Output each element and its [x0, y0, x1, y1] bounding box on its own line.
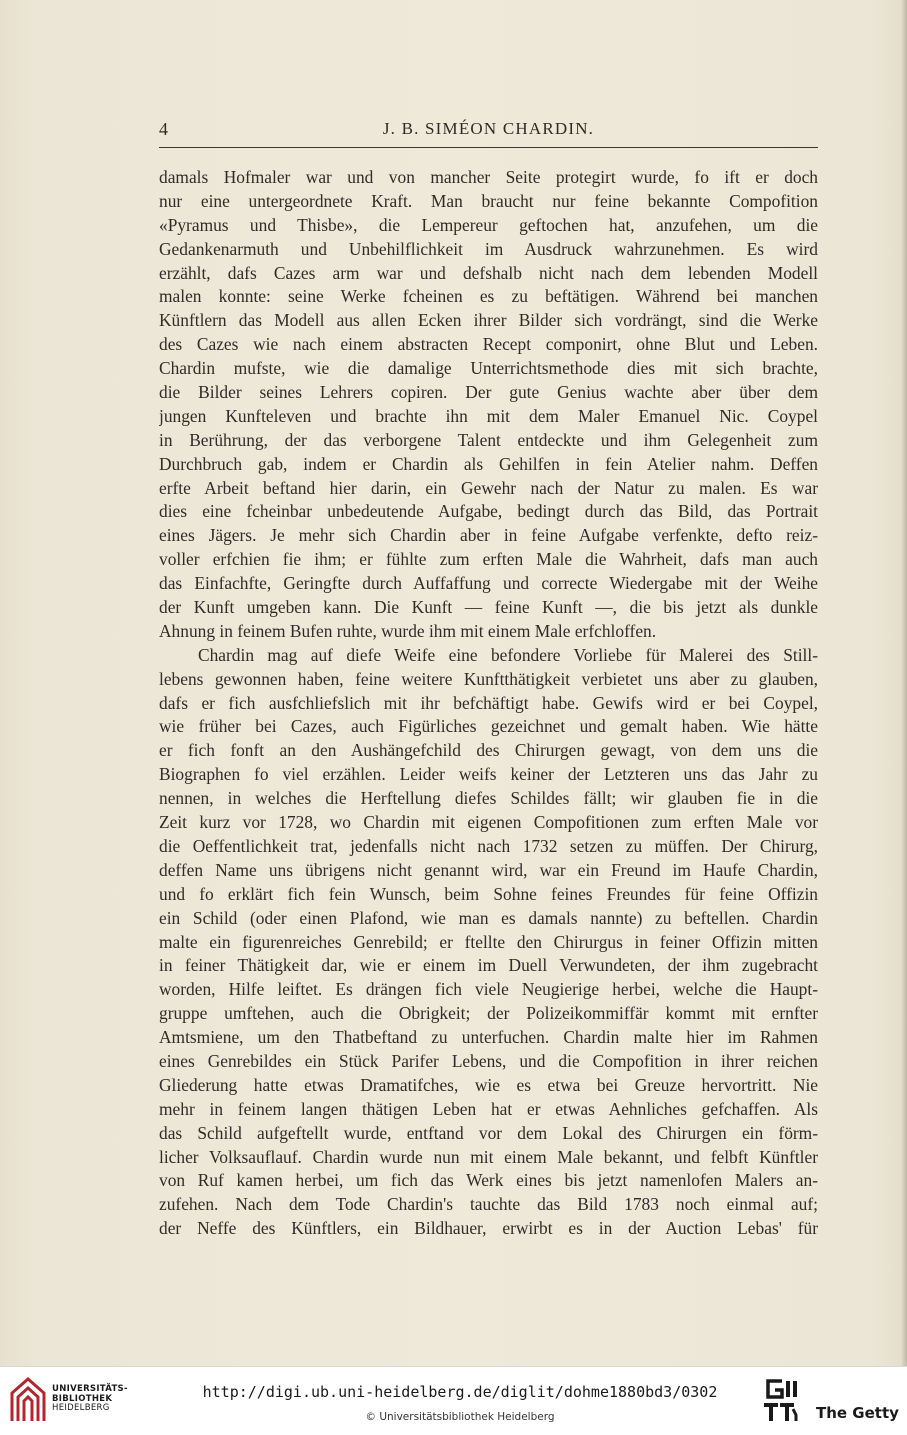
text-line: das Einfachfte, Geringfte durch Auffaffung und correcte Wiedergabe mit der Weihe	[159, 573, 818, 594]
text-line: jungen Kunfteleven und brachte ihn mit dem Maler Emanuel Nic. Coypel	[159, 405, 818, 426]
paragraph-start-line: Chardin mag auf diefe Weife eine befondere Vorliebe für Malerei des Still-	[198, 644, 818, 665]
text-line: lebens gewonnen haben, feine weitere Kunftthätigkeit verbietet uns aber zu glauben,	[159, 668, 818, 689]
text-line: Chardin mufste, wie die damalige Unterrichtsmethode dies mit sich brachte,	[159, 358, 818, 379]
text-line: die Bilder seines Lehrers copiren. Der gute Genius wachte aber über dem	[159, 382, 818, 403]
body-text	[159, 166, 818, 1241]
text-line: in feiner Thätigkeit dar, wie er einem im Duell Verwundeten, der ihm zugebracht	[159, 955, 818, 976]
text-line: ein Schild (oder einen Plafond, wie man es damals nannte) zu beftellen. Chardin	[159, 907, 818, 928]
library-city: HEIDELBERG	[52, 1403, 110, 1413]
text-line: mehr in feinem langen thätigen Leben hat er etwas Aehnliches gefchaffen. Als	[159, 1098, 818, 1119]
partner-name: The Getty	[816, 1404, 899, 1422]
text-line: gruppe umftehen, auch die Obrigkeit; der Polizeikommiffär kommt mit ernfter	[159, 1003, 818, 1024]
text-line: worden, Hilfe leiftet. Es drängen fich viele Neugierige herbei, welche die Haupt-	[159, 979, 818, 1000]
text-line: von Ruf kamen herbei, um fich das Werk eines bis jetzt namenlofen Malers an-	[159, 1170, 818, 1191]
text-line: nennen, in welches die Herftellung diefes Schildes fällt; wir glauben fie in die	[159, 788, 818, 809]
text-line: des Cazes wie nach einem abstracten Recept componirt, ohne Blut und Leben.	[159, 334, 818, 355]
text-line: Durchbruch gab, indem er Chardin als Gehilfen in fein Atelier nahm. Deffen	[159, 453, 818, 474]
text-line: zufehen. Nach dem Tode Chardin's tauchte das Bild 1783 noch einmal auf;	[159, 1194, 818, 1215]
text-line: Zeit kurz vor 1728, wo Chardin mit eigenen Compofitionen zum erften Male vor	[159, 812, 818, 833]
library-logo-icon[interactable]	[8, 1375, 48, 1427]
text-line: er fich fonft an den Aushängefchild des Chirurgen gewagt, von dem uns die	[159, 740, 818, 761]
text-line: erzählt, dafs Cazes arm war und defshalb nicht nach dem lebenden Modell	[159, 262, 818, 283]
text-line: in Berührung, der das verborgene Talent entdeckte und ihm Gelegenheit zum	[159, 429, 818, 450]
text-line: der Kunft umgeben kann. Die Kunft — feine Kunft —, die bis jetzt als dunkle	[159, 597, 818, 618]
library-name	[52, 1385, 128, 1414]
text-line: dafs er fich ausfchliefslich mit ihr befchäftigt habe. Gewifs wird er bei Coypel,	[159, 692, 818, 713]
text-line: wie früher bei Cazes, auch Figürliches gezeichnet und gemalt haben. Wie hätte	[159, 716, 818, 737]
getty-logo-icon[interactable]	[760, 1377, 800, 1425]
text-line: die Oeffentlichkeit trat, jedenfalls nicht nach 1732 setzen zu müffen. Der Chirurg,	[159, 835, 818, 856]
paragraph-end-line: Ahnung in feinem Bufen ruhte, wurde ihm mit einem Male erfchloffen.	[159, 620, 657, 641]
text-line: deffen Name uns übrigens nicht genannt wird, war ein Freund im Haufe Chardin,	[159, 859, 818, 880]
text-line: malen konnte: seine Werke fcheinen es zu beftätigen. Während bei manchen	[159, 286, 818, 307]
page-number: 4	[159, 119, 168, 139]
text-line: eines Jägers. Je mehr sich Chardin aber in feine Aufgabe verfenkte, defto reiz-	[159, 525, 818, 546]
text-line: erfte Arbeit beftand hier darin, ein Gewehr nach der Natur zu malen. Es war	[159, 477, 818, 498]
running-head	[159, 119, 818, 148]
library-name-line1: UNIVERSITÄTS-	[52, 1384, 128, 1394]
text-line: nur eine untergeordnete Kraft. Man braucht nur feine bekannte Compofition	[159, 190, 818, 211]
text-line: eines Genrebildes ein Stück Parifer Lebens, und die Compofition in ihrer reichen	[159, 1050, 818, 1071]
library-name-line2: BIBLIOTHEK	[52, 1393, 113, 1404]
text-line: «Pyramus und Thisbe», die Lempereur geftochen hat, anzufehen, um die	[159, 214, 818, 235]
text-line: malte ein figurenreiches Genrebild; er ftellte den Chirurgus in feiner Offizin mitten	[159, 931, 818, 952]
text-line: Gliederung hatte etwas Dramatifches, wie es etwa bei Greuze hervortritt. Nie	[159, 1074, 818, 1095]
permalink-url[interactable]: http://digi.ub.uni-heidelberg.de/diglit/dohme1880bd3/0302	[202, 1383, 718, 1401]
copyright-notice: © Universitätsbibliothek Heidelberg	[365, 1411, 555, 1423]
viewer-footer	[0, 1366, 907, 1435]
text-line: damals Hofmaler war und von mancher Seite protegirt wurde, fo ift er doch	[159, 167, 818, 187]
text-line: Gedankenarmuth und Unbehilflichkeit im Ausdruck wahrzunehmen. Es wird	[159, 238, 818, 259]
text-line: dies eine fcheinbar unbedeutende Aufgabe, bedingt durch das Bild, das Portrait	[159, 501, 818, 522]
text-line: und fo erklärt fich fein Wunsch, beim Sohne feines Freundes für feine Offizin	[159, 883, 818, 904]
text-line: Künftlern das Modell aus allen Ecken ihrer Bilder sich vordrängt, sind die Werke	[159, 310, 818, 331]
text-line: das Schild aufgeftellt wurde, entftand vor dem Lokal des Chirurgen ein förm-	[159, 1122, 818, 1143]
text-line: Biographen fo viel erzählen. Leider weifs keiner der Letzteren uns das Jahr zu	[159, 764, 818, 785]
text-line: licher Volksauflauf. Chardin wurde nun mit einem Male bekannt, und felbft Künftler	[159, 1146, 818, 1167]
text-line: Amtsmiene, um den Thatbeftand zu unterfuchen. Chardin malte hier im Rahmen	[159, 1027, 818, 1048]
text-line: der Neffe des Künftlers, ein Bildhauer, erwirbt es in der Auction Lebas' für	[159, 1218, 818, 1239]
running-title: J. B. SIMÉON CHARDIN.	[382, 119, 595, 138]
text-line: voller erfchien fie ihm; er fühlte zum erften Male die Wahrheit, dafs man auch	[159, 549, 818, 570]
